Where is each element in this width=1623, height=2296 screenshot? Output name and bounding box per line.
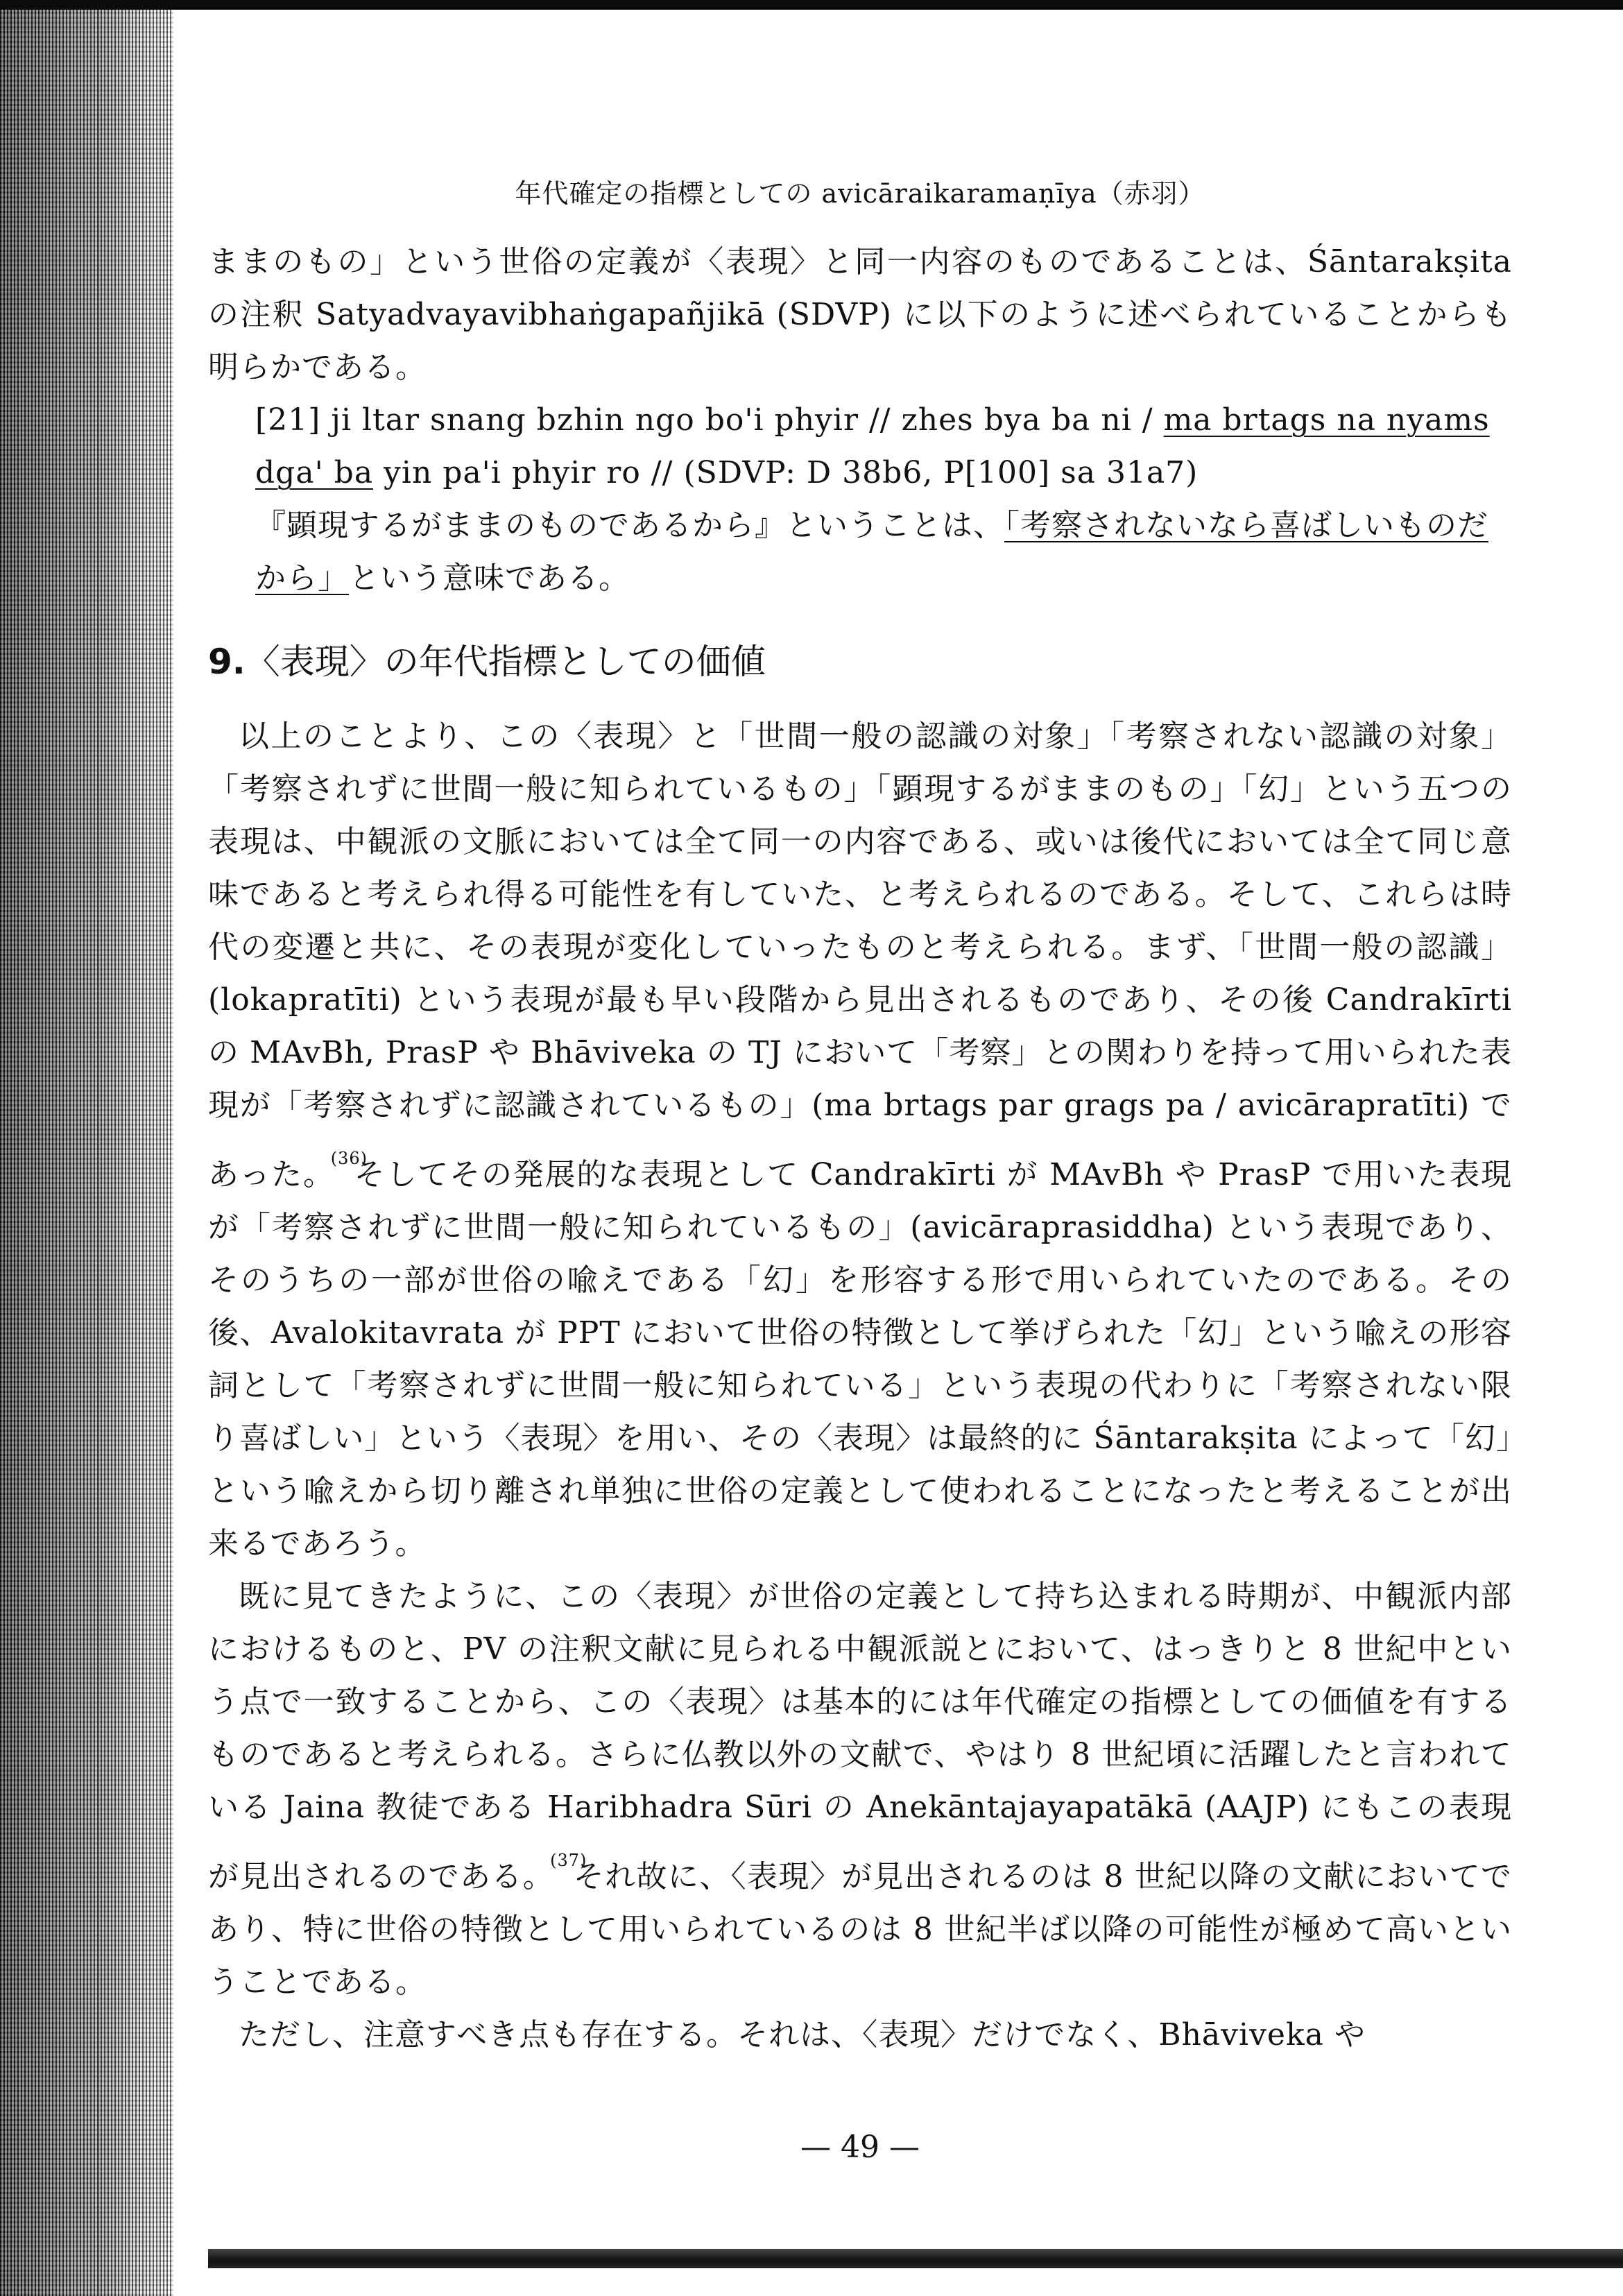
paragraph-2-part-2: それ故に、〈表現〉が見出されるのは 8 世紀以降の文献においてであり、特に世俗の特徴として用いられているのは 8 世紀半ば以降の可能性が極めて高いということである。 [208, 1859, 1513, 2000]
translation-underlined-text: 「考察されないなら喜ばしいものだから」 [255, 508, 1488, 596]
quote-text: [21] ji ltar snang bzhin ngo bo'i phyir // zhes bya ba ni / [255, 402, 1164, 438]
paragraph-1-part-2: そしてその発展的な表現として Candrakīrti が MAvBh や PrasP で用いた表現が「考察されずに世間一般に知られているもの」(avicāraprasiddha) という表現であり、そのうちの一部が世俗の喩えである「幻」を形容する形で用いられていたのである。その後、Avalokitavrata が PPT において世俗の特徴として挙げられた「幻」という喩えの形容詞として「考察されずに世間一般に知られている」という表現の代わりに「考察されない限り喜ばしい」という〈表現〉を用い、その〈表現〉は最終的に Śāntarakṣita によって「幻」という喩えから切り離され単独に世俗の定義として使われることになったと考えることが出来るであろう。 [208, 1157, 1512, 1561]
gutter-edge-line [97, 0, 99, 2296]
paragraph-1-part-1: 以上のことより、この〈表現〉と「世間一般の認識の対象」「考察されない認識の対象」「考察されずに世間一般に知られているもの」「顕現するがままのもの」「幻」という五つの表現は、中観派の文脈においては全て同一の内容である、或いは後代においては全て同じ意味であると考えられ得る可能性を有していた、と考えられるのである。そして、これらは時代の変遷と共に、その表現が変化していったものと考えられる。まず、「世間一般の認識」(lokapratīti) という表現が最も早い段階から見出されるものであり、その後 Candrakīrti の MAvBh, PrasP や Bhāviveka の TJ において「考察」との関わりを持って用いられた表現が「考察されずに認識されているもの」(ma brtags par grags pa / avicārapratīti) であった。 [208, 719, 1512, 1192]
quote-underlined-text: ma brtags na nyams dga' ba [255, 402, 1490, 490]
section-number: 9. [208, 642, 246, 682]
section-title: 〈表現〉の年代指標としての価値 [245, 642, 766, 682]
japanese-translation-21 [255, 499, 1512, 605]
scan-bottom-edge [208, 2249, 1623, 2268]
translation-text: 『顕現するがままのものであるから』ということは、 [255, 508, 1004, 543]
paragraph-2 [208, 1570, 1512, 2009]
paragraph-3: ただし、注意すべき点も存在する。それは、〈表現〉だけでなく、Bhāviveka や [239, 2017, 1366, 2053]
intro-paragraph: ままのもの」という世俗の定義が〈表現〉と同一内容のものであることは、Śāntarakṣita の注釈 Satyadvayavibhaṅgapañjikā (SDVP) に以下のように述べられていることからも明らかである。 [208, 244, 1512, 385]
page-number: — 49 — [800, 2130, 920, 2165]
scan-top-edge [0, 0, 1623, 10]
translation-tail: という意味である。 [349, 560, 630, 596]
tibetan-quote-21 [255, 394, 1512, 499]
footnote-marker-37: (37) [550, 1851, 587, 1870]
section-heading-9 [208, 634, 1512, 689]
paragraph-1 [208, 710, 1512, 1570]
binding-gutter-shadow [0, 0, 173, 2296]
quote-citation: yin pa'i phyir ro // (SDVP: D 38b6, P[100] sa 31a7) [373, 455, 1199, 490]
paragraph-2-part-1: 既に見てきたように、この〈表現〉が世俗の定義として持ち込まれる時期が、中観派内部におけるものと、PV の注釈文献に見られる中観派説とにおいて、はっきりと 8 世紀中という点で一致することから、この〈表現〉は基本的には年代確定の指標としての価値を有するものであると考えられる。さらに仏教以外の文献で、やはり 8 世紀頃に活躍したと言われている Jaina 教徒である Haribhadra Sūri の Anekāntajayapatākā (AAJP) にもこの表現が見出されるのである。 [208, 1579, 1512, 1894]
running-header: 年代確定の指標としての avicāraikaramaṇīya（赤羽） [515, 178, 1205, 209]
footnote-marker-36: (36) [330, 1149, 368, 1168]
page-body [208, 236, 1512, 2062]
